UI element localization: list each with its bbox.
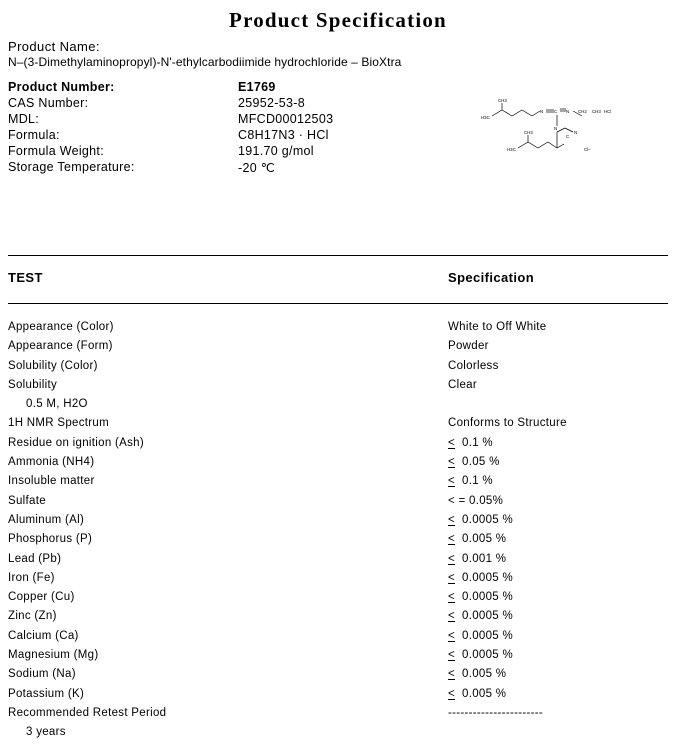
mdl-label: MDL: xyxy=(8,112,40,126)
spec-value: Colorless xyxy=(448,359,499,372)
spec-text: 0.0005 % xyxy=(462,591,514,604)
spec-value xyxy=(448,569,513,588)
table-row xyxy=(8,453,668,472)
table-row xyxy=(8,569,668,588)
table-row xyxy=(8,723,668,742)
less-than-or-equal-symbol: < xyxy=(448,533,456,546)
spec-value xyxy=(448,646,513,665)
spec-value xyxy=(448,453,500,472)
spec-value: Powder xyxy=(448,340,489,353)
table-row xyxy=(8,530,668,549)
less-than-or-equal-symbol: < xyxy=(448,456,456,469)
test-name: Zinc (Zn) xyxy=(8,610,57,623)
table-row xyxy=(8,127,448,143)
spec-value: Conforms to Structure xyxy=(448,417,567,430)
product-specification-page xyxy=(0,8,676,746)
less-than-or-equal-symbol: < xyxy=(448,668,456,681)
spec-text: 0.1 % xyxy=(462,475,493,488)
spec-value xyxy=(448,530,506,549)
spec-table-header xyxy=(8,270,668,285)
test-name: Ammonia (NH4) xyxy=(8,456,95,469)
structure-label: N xyxy=(540,109,544,114)
column-header-specification: Specification xyxy=(448,270,535,285)
column-header-test: TEST xyxy=(8,270,43,285)
spec-value xyxy=(448,511,513,530)
test-name: Solubility xyxy=(8,378,58,391)
less-than-or-equal-symbol: < xyxy=(448,475,456,488)
less-than-or-equal-symbol: < xyxy=(448,571,456,584)
spec-value xyxy=(448,472,493,491)
table-row xyxy=(8,337,668,356)
test-name: Phosphorus (P) xyxy=(8,533,93,546)
less-than-or-equal-symbol: < xyxy=(448,629,456,642)
table-row xyxy=(8,511,668,530)
spec-text: 0.005 % xyxy=(462,687,507,700)
spec-rows xyxy=(8,318,668,743)
table-row xyxy=(8,627,668,646)
structure-label: H3C xyxy=(507,147,516,152)
table-row xyxy=(8,395,668,414)
table-row xyxy=(8,607,668,626)
table-row xyxy=(8,646,668,665)
less-than-or-equal-symbol: < xyxy=(448,552,456,565)
structure-label: CH3 xyxy=(592,109,601,114)
structure-label: Cl– xyxy=(584,147,591,152)
spec-text: 0.0005 % xyxy=(462,649,514,662)
table-row xyxy=(8,111,448,127)
test-name: 1H NMR Spectrum xyxy=(8,417,109,430)
test-name: Residue on ignition (Ash) xyxy=(8,436,144,449)
test-name: Magnesium (Mg) xyxy=(8,649,99,662)
storage-temperature-label: Storage Temperature: xyxy=(8,160,135,174)
spec-value xyxy=(448,434,493,453)
spec-value xyxy=(448,627,513,646)
structure-label: HCl xyxy=(604,109,612,114)
cas-number-label: CAS Number: xyxy=(8,96,89,110)
page-title: Product Specification xyxy=(229,8,447,32)
spec-value xyxy=(448,685,506,704)
table-row xyxy=(8,472,668,491)
structure-label: CH3 xyxy=(498,98,507,103)
less-than-or-equal-symbol: < xyxy=(448,649,456,662)
spec-text: 0.1 % xyxy=(462,436,493,449)
table-row xyxy=(8,143,448,159)
spec-text: 0.0005 % xyxy=(462,629,514,642)
formula-value: C8H17N3 · HCl xyxy=(238,128,329,142)
test-name: Iron (Fe) xyxy=(8,571,55,584)
divider-top xyxy=(8,255,668,256)
test-name: Calcium (Ca) xyxy=(8,629,79,642)
product-number-value: E1769 xyxy=(238,80,276,94)
spec-value: Clear xyxy=(448,378,477,391)
formula-label: Formula: xyxy=(8,128,60,142)
table-row xyxy=(8,376,668,395)
table-row xyxy=(8,79,448,95)
table-row xyxy=(8,159,448,176)
test-name: Recommended Retest Period xyxy=(8,706,167,719)
spec-value: < = 0.05% xyxy=(448,494,504,507)
table-row xyxy=(8,318,668,337)
product-name-value: N–(3-Dimethylaminopropyl)-N'-ethylcarbodiimide hydrochloride – BioXtra xyxy=(8,55,402,69)
spec-value xyxy=(448,607,513,626)
spec-value xyxy=(448,550,506,569)
mdl-value: MFCD00012503 xyxy=(238,112,334,126)
test-name: Sodium (Na) xyxy=(8,668,76,681)
less-than-or-equal-symbol: < xyxy=(448,436,456,449)
spec-text: 0.0005 % xyxy=(462,571,514,584)
table-row xyxy=(8,704,668,723)
spec-text: 0.05 % xyxy=(462,456,500,469)
structure-label: N xyxy=(574,130,578,135)
formula-weight-label: Formula Weight: xyxy=(8,144,104,158)
cas-number-value: 25952-53-8 xyxy=(238,96,305,110)
table-row xyxy=(8,434,668,453)
spec-text: 0.0005 % xyxy=(462,513,514,526)
spec-text: 0.005 % xyxy=(462,668,507,681)
structure-label: C xyxy=(566,134,570,139)
structure-label: CH2 xyxy=(578,109,587,114)
table-row xyxy=(8,550,668,569)
divider-below-header xyxy=(8,303,668,304)
structure-label: CH3 xyxy=(524,130,533,135)
less-than-or-equal-symbol: < xyxy=(448,513,456,526)
test-name: Lead (Pb) xyxy=(8,552,62,565)
spec-value xyxy=(448,588,513,607)
table-row xyxy=(8,414,668,433)
spec-text: 0.001 % xyxy=(462,552,507,565)
table-row xyxy=(8,588,668,607)
test-name: Insoluble matter xyxy=(8,475,95,488)
product-number-label: Product Number: xyxy=(8,80,115,94)
test-name: Aluminum (Al) xyxy=(8,513,85,526)
test-name: 0.5 M, H2O xyxy=(26,398,88,411)
table-row xyxy=(8,492,668,511)
test-name: Appearance (Color) xyxy=(8,321,114,333)
spec-value: White to Off White xyxy=(448,321,547,333)
table-row xyxy=(8,685,668,704)
table-row xyxy=(8,357,668,376)
table-row xyxy=(8,665,668,684)
test-name: Potassium (K) xyxy=(8,687,85,700)
spec-text: 0.005 % xyxy=(462,533,507,546)
product-name-label: Product Name: xyxy=(8,39,100,54)
structure-label: N xyxy=(566,109,570,114)
storage-temperature-value: -20 ℃ xyxy=(238,161,276,175)
structure-label: H3C xyxy=(481,115,490,120)
chemical-structure-diagram xyxy=(478,96,623,178)
spec-text: 0.0005 % xyxy=(462,610,514,623)
structure-label: N xyxy=(554,126,558,131)
test-name: Solubility (Color) xyxy=(8,359,98,372)
structure-label: C xyxy=(554,109,558,114)
table-row xyxy=(8,95,448,111)
test-name: Copper (Cu) xyxy=(8,591,75,604)
test-name: Appearance (Form) xyxy=(8,340,113,353)
test-name: 3 years xyxy=(26,726,66,739)
product-info-table xyxy=(8,79,448,176)
test-name: Sulfate xyxy=(8,494,46,507)
less-than-or-equal-symbol: < xyxy=(448,610,456,623)
less-than-or-equal-symbol: < xyxy=(448,687,456,700)
spec-value xyxy=(448,665,506,684)
spec-value: ----------------------- xyxy=(448,706,543,719)
formula-weight-value: 191.70 g/mol xyxy=(238,144,314,158)
less-than-or-equal-symbol: < xyxy=(448,591,456,604)
